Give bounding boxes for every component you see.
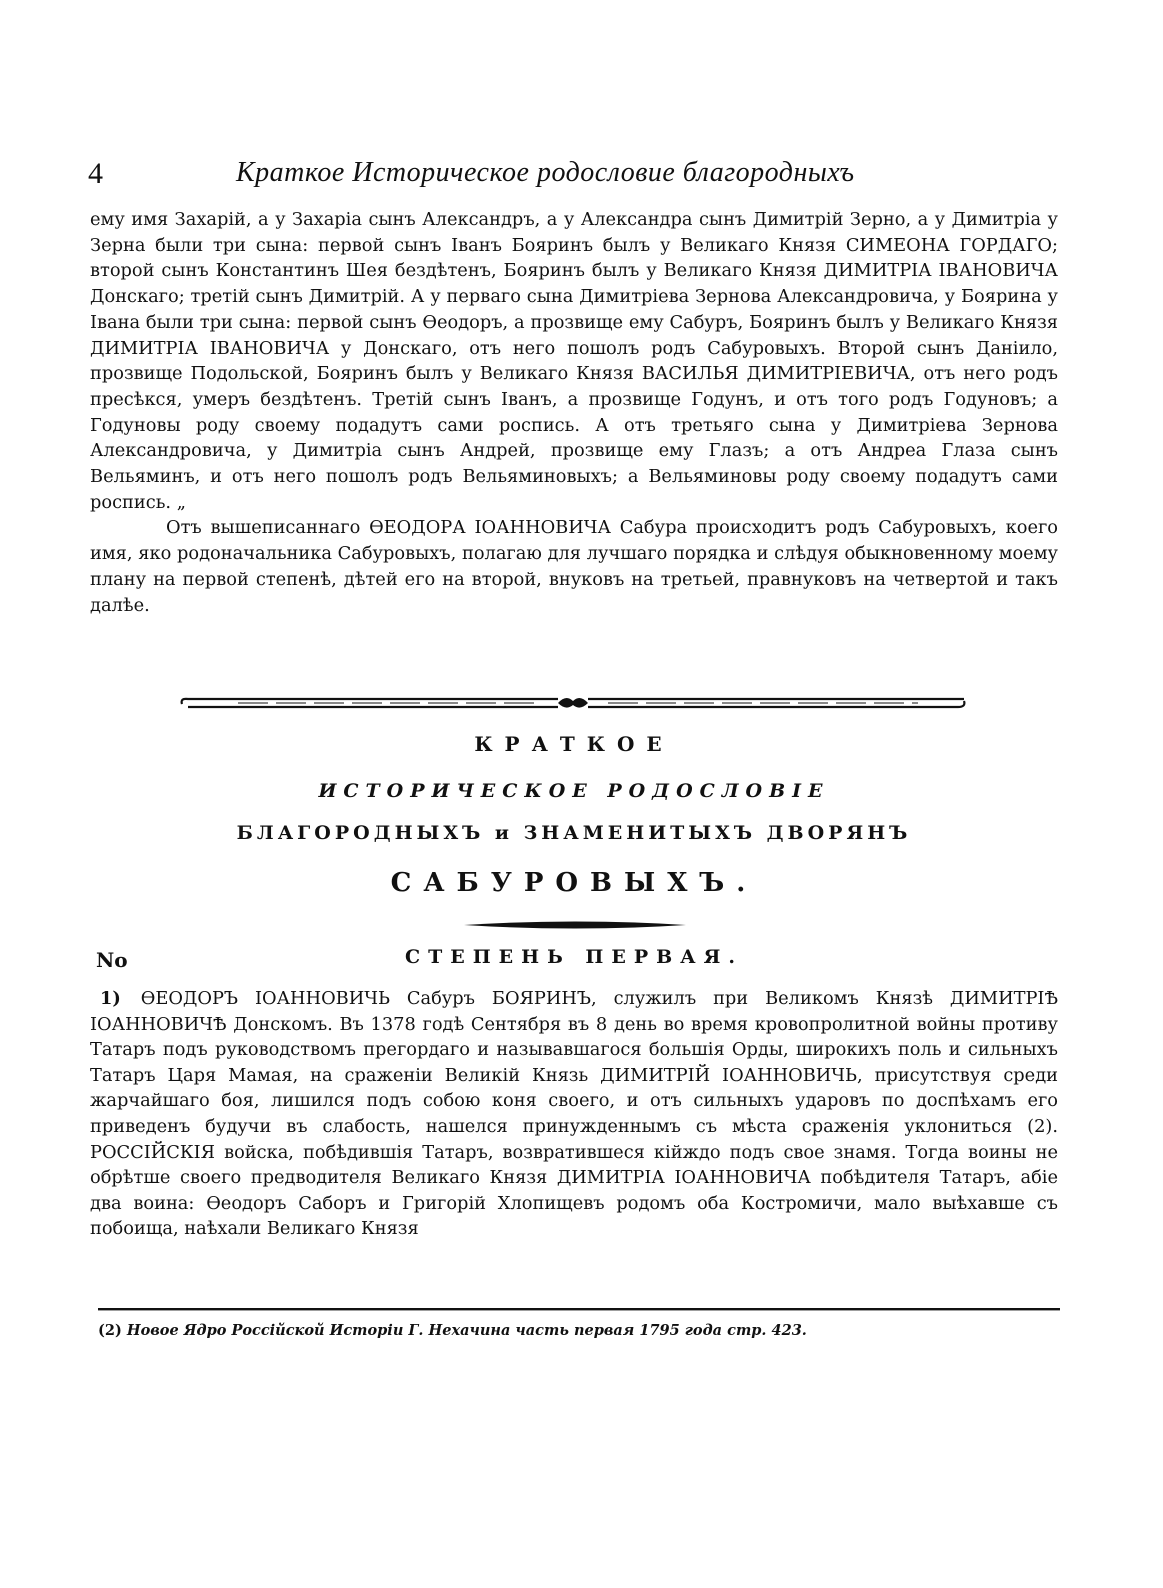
heading-istoricheskoe: ИСТОРИЧЕСКОЕ РОДОСЛОВІЕ	[318, 780, 830, 802]
degree-title: СТЕПЕНЬ ПЕРВАЯ.	[404, 946, 744, 968]
page-number: 4	[88, 157, 103, 190]
footnote-rule	[98, 1308, 1060, 1311]
heading-blagorodnykh: БЛАГОРОДНЫХЪ и ЗНАМЕНИТЫХЪ ДВОРЯНЪ	[236, 822, 912, 844]
genealogy-entry	[90, 986, 1058, 1242]
footnote	[98, 1322, 1058, 1339]
heading-kratkoe: КРАТКОЕ	[474, 732, 674, 756]
running-head	[88, 157, 1078, 197]
ornamental-divider	[178, 692, 968, 714]
footnote-marker: (2)	[98, 1322, 122, 1339]
swelled-rule	[464, 920, 686, 930]
entry-paragraph	[90, 986, 1058, 1242]
heading-saburovykh: САБУРОВЫХЪ.	[390, 868, 758, 898]
number-label: No	[96, 948, 128, 972]
degree-header	[90, 944, 1058, 976]
body-text	[90, 207, 1058, 618]
paragraph-continued: ему имя Захарій, а у Захаріа сынъ Александръ, а у Александра сынъ Димитрій Зерно, а у Димитріа у Зерна были три сына: первой сынъ Іванъ Бояринъ былъ у Великаго Князя СИМЕОНА ГОРДАГО; второй сынъ Константинъ Шея бездѣтенъ, Бояринъ былъ у Великаго Князя ДИМИТРІА ІВАНОВИЧА Донскаго; третій сынъ Димитрій. А у перваго сына Димитріева Зернова Александровича, у Боярина у Івана были три сына: первой сынъ Ѳеодоръ, а прозвище ему Сабуръ, Бояринъ былъ у Великаго Князя ДИМИТРІА ІВАНОВИЧА у Донскаго, отъ него пошолъ родъ Сабуровыхъ. Второй сынъ Даніило, прозвище Подольской, Бояринъ былъ у Великаго Князя ВАСИЛЬЯ ДИМИТРІЕВИЧА, отъ него родъ пресѣкся, умеръ бездѣтенъ. Третій сынъ Іванъ, а прозвище Годунъ, и отъ того родъ Годуновъ; а Годуновы роду своему подадутъ сами роспись. А отъ третьяго сына у Димитріева Зернова Александровича, у Димитріа сынъ Андрей, прозвище ему Глазъ; а отъ Андреа Глаза сынъ Вельяминъ, и отъ него пошолъ родъ Вельяминовыхъ; а Вельяминовы роду своему подадутъ сами роспись. „	[90, 209, 1058, 513]
footnote-text: Новое Ядро Россійской Исторіи Г. Нехачина часть первая 1795 года стр. 423.	[126, 1322, 807, 1339]
paragraph-saburov-origin: Отъ вышеписаннаго ѲЕОДОРА ІОАННОВИЧА Сабура происходитъ родъ Сабуровыхъ, коего имя, яко родоначальника Сабуровыхъ, полагаю для лучшаго порядка и слѣдуя обыкновенному моему плану на первой степенѣ, дѣтей его на второй, внуковъ на третьей, правнуковъ на четвертой и такъ далѣе.	[90, 517, 1058, 616]
entry-text: ѲЕОДОРЪ ІОАННОВИЧЬ Сабуръ БОЯРИНЪ, служилъ при Великомъ Князѣ ДИМИТРІѢ ІОАННОВИЧѢ Донскомъ. Въ 1378 годѣ Сентября въ 8 день во время кровопролитной войны противу Татаръ подъ руководствомъ прегордаго и называвшагося большія Орды, широкихъ поль и сильныхъ Татаръ Царя Мамая, на сраженіи Великій Князь ДИМИТРІЙ ІОАННОВИЧЬ, присутствуя среди жарчайшаго боя, лишился подъ собою коня своего, и отъ сильныхъ ударовъ по доспѣхамъ его приведенъ будучи въ слабость, нашелся принужденнымъ съ мѣста сраженія уклониться (2). РОССІЙСКІЯ войска, побѣдившія Татаръ, возвратившеся кійждо подъ свое знамя. Тогда воины не обрѣтше своего предводителя Великаго Князя ДИМИТРІА ІОАННОВИЧА побѣдителя Татаръ, абіе два воина: Ѳеодоръ Саборъ и Григорій Хлопищевъ родомъ оба Костромичи, мало выѣхавше съ побоища, наѣхали Великаго Князя	[90, 988, 1058, 1240]
running-title: Краткое Историческое родословие благородныхъ	[236, 157, 855, 188]
entry-number: 1)	[100, 988, 121, 1009]
